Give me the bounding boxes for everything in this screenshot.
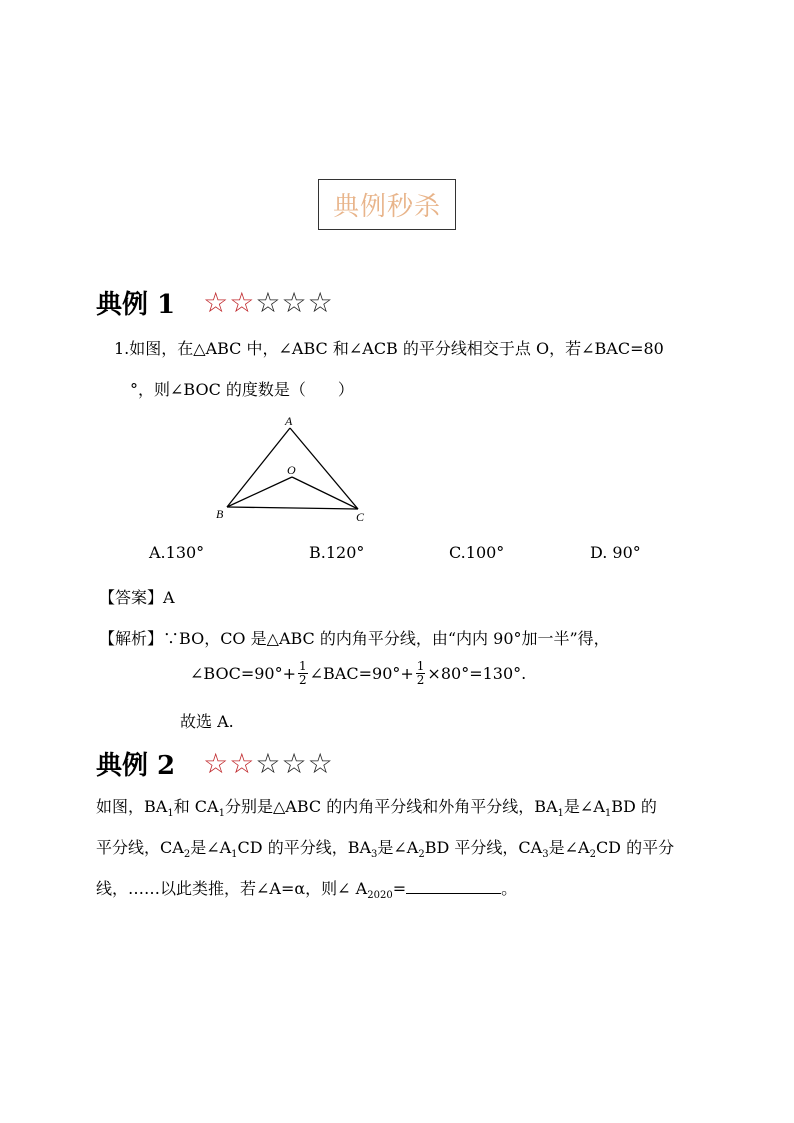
label-a: A — [285, 414, 293, 428]
subscript: 1 — [167, 808, 174, 820]
example2-heading — [96, 745, 334, 782]
text-segment: CD 的平分线，BA — [237, 838, 372, 857]
text-segment: BD 平分线，CA — [424, 838, 543, 857]
option-d: D. 90° — [590, 543, 641, 562]
option-c: C.100° — [449, 543, 505, 562]
text-segment: = — [392, 879, 407, 898]
formula-part2: ∠BAC=90°+ — [309, 663, 414, 683]
subscript: 1 — [218, 808, 225, 820]
solution-line1 — [99, 626, 610, 649]
answer: 【答案】A — [99, 588, 175, 607]
solution-text: ∵BO，CO 是△ABC 的内角平分线，由“内内 90°加一半”得， — [163, 629, 610, 648]
label-c: C — [356, 510, 365, 524]
question1-line1: 1.如图，在△ABC 中，∠ABC 和∠ACB 的平分线相交于点 O，若∠BAC=80 — [114, 339, 664, 358]
text-segment: 平分线，CA — [96, 838, 184, 857]
question1-line2: °，则∠BOC 的度数是（ ） — [130, 380, 354, 399]
question2-line1 — [96, 794, 657, 819]
star-outline-icon: ☆☆☆ — [255, 285, 334, 319]
subscript: 1 — [604, 808, 612, 820]
fraction-numerator: 1 — [299, 659, 307, 673]
subscript: 2 — [418, 849, 425, 861]
label-o: O — [287, 463, 296, 477]
subscript: 2020 — [367, 890, 393, 902]
question2-line2 — [96, 835, 674, 860]
question2-line3 — [96, 876, 517, 901]
fraction-denominator: 2 — [416, 672, 425, 687]
solution-formula — [190, 660, 526, 686]
example2-heading-text: 典例 2 — [96, 751, 176, 781]
text-segment: 和 CA — [173, 797, 219, 816]
option-b: B.120° — [309, 543, 365, 562]
text-segment: 是∠A — [190, 838, 232, 857]
label-b: B — [216, 507, 224, 521]
star-outline-icon: ☆☆☆ — [255, 746, 334, 780]
section-title-box — [318, 179, 456, 230]
text-segment: BD 的 — [611, 797, 657, 816]
fraction-half — [416, 660, 426, 686]
subscript: 3 — [371, 849, 378, 861]
subscript: 2 — [589, 849, 596, 861]
fraction-half — [298, 660, 308, 686]
text-segment: 是∠A — [377, 838, 419, 857]
text-segment: 线，……以此类推，若∠A=α，则∠ A — [96, 879, 368, 898]
subscript: 1 — [231, 849, 238, 861]
difficulty-stars — [203, 746, 334, 780]
formula-part1: ∠BOC=90°+ — [190, 663, 296, 683]
solution-label: 【解析】 — [99, 629, 164, 648]
subscript: 1 — [557, 808, 564, 820]
option-a: A.130° — [149, 543, 205, 562]
star-red-icon: ☆☆ — [203, 285, 256, 319]
answer-blank[interactable] — [406, 879, 501, 894]
fraction-numerator: 1 — [416, 659, 425, 673]
example1-heading-text: 典例 1 — [96, 290, 176, 320]
difficulty-stars — [203, 285, 334, 319]
triangle-figure — [210, 410, 380, 525]
subscript: 2 — [183, 849, 191, 861]
text-segment: 是∠A — [548, 838, 590, 857]
fraction-denominator: 2 — [299, 672, 307, 687]
text-segment: 。 — [501, 879, 518, 898]
section-title: 典例秒杀 — [332, 192, 441, 222]
subscript: 3 — [542, 849, 549, 861]
text-segment: 是∠A — [563, 797, 605, 816]
text-segment: 如图，BA — [96, 797, 168, 816]
formula-part3: ×80°=130°. — [427, 663, 527, 683]
text-segment: 分别是△ABC 的内角平分线和外角平分线，BA — [224, 797, 558, 816]
text-segment: CD 的平分 — [595, 838, 675, 857]
example1-heading — [96, 284, 334, 321]
conclusion: 故选 A. — [180, 712, 234, 731]
star-red-icon: ☆☆ — [203, 746, 256, 780]
